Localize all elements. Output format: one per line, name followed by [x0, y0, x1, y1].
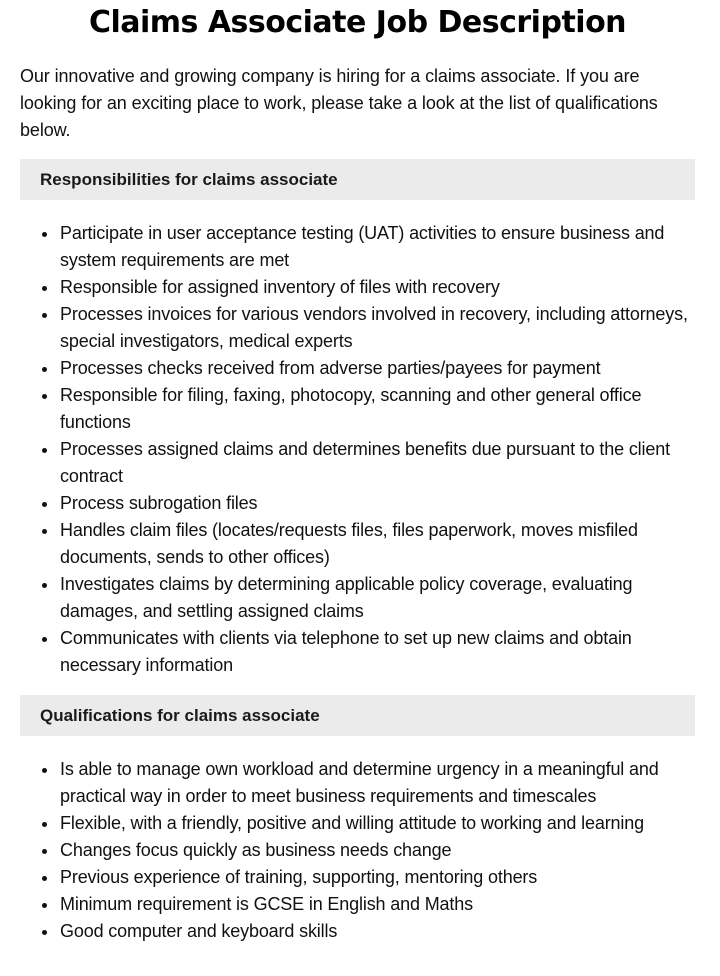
list-item — [60, 436, 695, 490]
bullet-icon — [42, 502, 47, 507]
bullet-icon — [42, 394, 47, 399]
bullet-icon — [42, 583, 47, 588]
list-item-text: Good computer and keyboard skills — [60, 921, 338, 941]
list-item-text: Minimum requirement is GCSE in English and Maths — [60, 894, 473, 914]
bullet-icon — [42, 367, 47, 372]
list-item-text: Investigates claims by determining applicable policy coverage, evaluating damages, and settling assigned claims — [60, 574, 633, 621]
list-item — [60, 517, 695, 571]
list-item — [60, 625, 695, 679]
bullet-icon — [42, 286, 47, 291]
list-item-text: Processes checks received from adverse parties/payees for payment — [60, 358, 601, 378]
list-item-text: Handles claim files (locates/requests files, files paperwork, moves misfiled documents, sends to other offices) — [60, 520, 638, 567]
bullet-icon — [42, 313, 47, 318]
bullet-icon — [42, 637, 47, 642]
list-item — [60, 571, 695, 625]
list-item-text: Participate in user acceptance testing (UAT) activities to ensure business and system requirements are met — [60, 223, 665, 270]
bullet-icon — [42, 232, 47, 237]
bullet-icon — [42, 822, 47, 827]
responsibilities-heading: Responsibilities for claims associate — [20, 159, 695, 200]
list-item-text: Processes invoices for various vendors involved in recovery, including attorneys, special investigators, medical experts — [60, 304, 688, 351]
bullet-icon — [42, 448, 47, 453]
bullet-icon — [42, 876, 47, 881]
list-item-text: Process subrogation files — [60, 493, 258, 513]
qualifications-section — [20, 695, 695, 945]
bullet-icon — [42, 768, 47, 773]
bullet-icon — [42, 849, 47, 854]
list-item — [60, 918, 695, 945]
list-item — [60, 490, 695, 517]
list-item-text: Communicates with clients via telephone to set up new claims and obtain necessary information — [60, 628, 632, 675]
list-item-text: Responsible for filing, faxing, photocopy, scanning and other general office functions — [60, 385, 642, 432]
list-item — [60, 355, 695, 382]
list-item-text: Is able to manage own workload and determine urgency in a meaningful and practical way in order to meet business requirements and timescales — [60, 759, 659, 806]
list-item — [60, 837, 695, 864]
list-item — [60, 382, 695, 436]
bullet-icon — [42, 930, 47, 935]
responsibilities-list — [20, 220, 695, 679]
list-item — [60, 810, 695, 837]
qualifications-heading: Qualifications for claims associate — [20, 695, 695, 736]
bullet-icon — [42, 903, 47, 908]
intro-paragraph: Our innovative and growing company is hiring for a claims associate. If you are looking for an exciting place to work, please take a look at the list of qualifications below. — [20, 66, 658, 140]
list-item-text: Previous experience of training, supporting, mentoring others — [60, 867, 538, 887]
list-item — [60, 891, 695, 918]
bullet-icon — [42, 529, 47, 534]
list-item — [60, 756, 695, 810]
list-item-text: Changes focus quickly as business needs change — [60, 840, 452, 860]
qualifications-list — [20, 756, 695, 945]
list-item — [60, 220, 695, 274]
list-item — [60, 864, 695, 891]
list-item-text: Processes assigned claims and determines benefits due pursuant to the client contract — [60, 439, 670, 486]
list-item — [60, 301, 695, 355]
list-item — [60, 274, 695, 301]
list-item-text: Responsible for assigned inventory of files with recovery — [60, 277, 500, 297]
responsibilities-section — [20, 159, 695, 679]
page-title: Claims Associate Job Description — [88, 5, 627, 40]
list-item-text: Flexible, with a friendly, positive and willing attitude to working and learning — [60, 813, 644, 833]
